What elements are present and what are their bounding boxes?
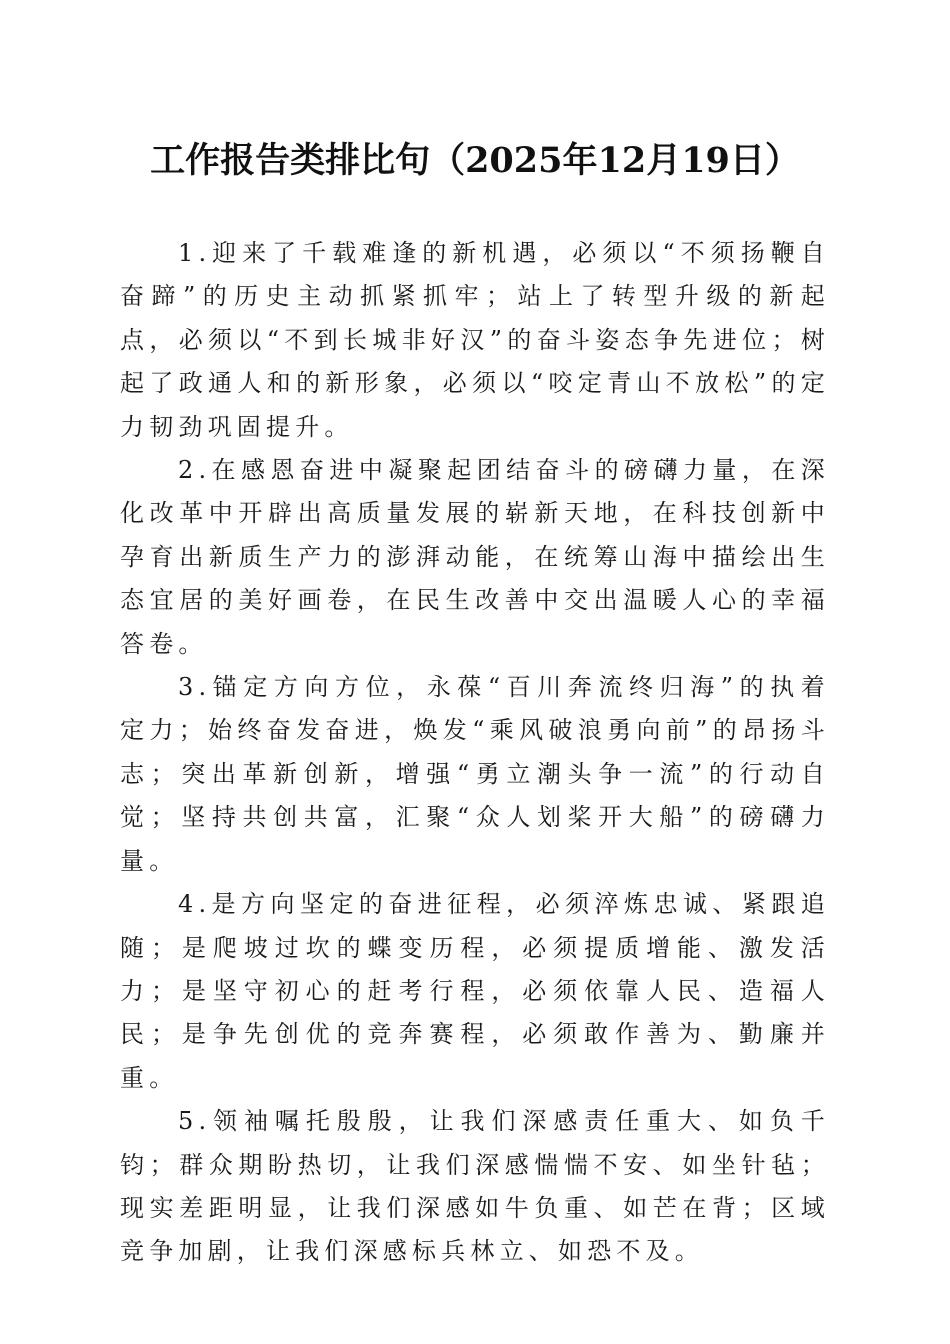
paragraph-5: 5.领袖嘱托殷殷，让我们深感责任重大、如负千钧；群众期盼热切，让我们深感惴惴不安、如坐针毡；现实差距明显，让我们深感如牛负重、如芒在背；区域竞争加剧，让我们深感标兵林立、如恐不及。 bbox=[120, 1107, 830, 1266]
document-body bbox=[120, 232, 830, 1274]
paragraph-2: 2.在感恩奋进中凝聚起团结奋斗的磅礴力量，在深化改革中开辟出高质量发展的崭新天地，在科技创新中孕育出新质生产力的澎湃动能，在统筹山海中描绘出生态宜居的美好画卷，在民生改善中交出温暖人心的幸福答卷。 bbox=[120, 456, 830, 658]
document-title: 工作报告类排比句（2025年12月19日） bbox=[150, 140, 800, 181]
paragraph-3: 3.锚定方向方位，永葆“百川奔流终归海”的执着定力；始终奋发奋进，焕发“乘风破浪勇向前”的昂扬斗志；突出革新创新，增强“勇立潮头争一流”的行动自觉；坚持共创共富，汇聚“众人划桨开大船”的磅礴力量。 bbox=[120, 673, 830, 875]
paragraph-1: 1.迎来了千载难逢的新机遇，必须以“不须扬鞭自奋蹄”的历史主动抓紧抓牢；站上了转型升级的新起点，必须以“不到长城非好汉”的奋斗姿态争先进位；树起了政通人和的新形象，必须以“咬定青山不放松”的定力韧劲巩固提升。 bbox=[120, 239, 830, 441]
paragraph-4: 4.是方向坚定的奋进征程，必须淬炼忠诚、紧跟追随；是爬坡过坎的蝶变历程，必须提质增能、激发活力；是坚守初心的赶考行程，必须依靠人民、造福人民；是争先创优的竞奔赛程，必须敢作善为、勤廉并重。 bbox=[120, 890, 830, 1092]
